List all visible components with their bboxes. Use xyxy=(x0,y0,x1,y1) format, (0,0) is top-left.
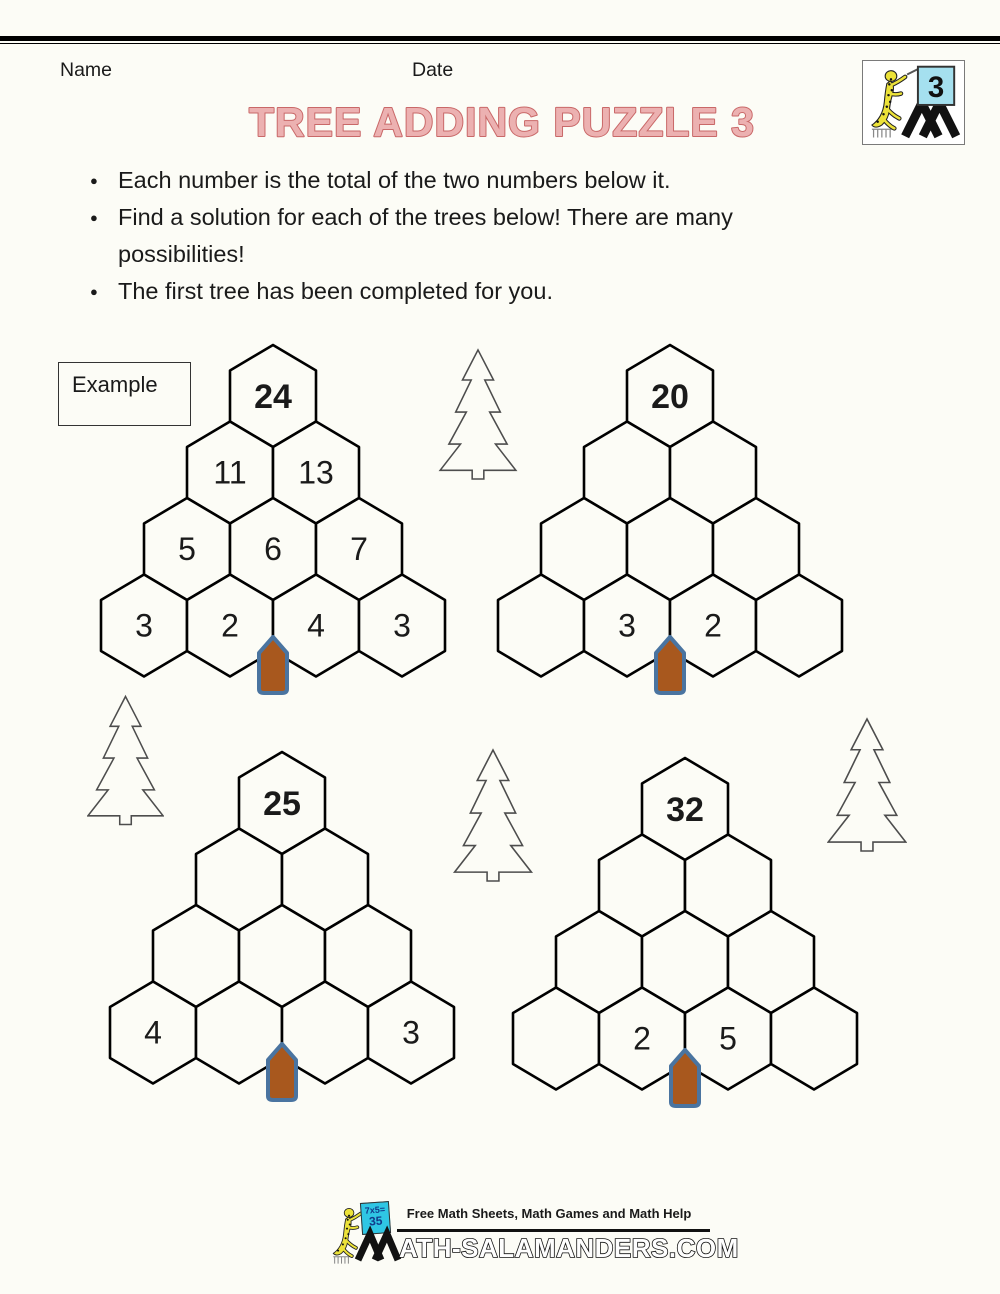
top-rule-thick xyxy=(0,36,1000,41)
name-label: Name xyxy=(60,59,113,81)
instruction-item: ● Each number is the total of the two numbers below it. xyxy=(88,162,830,199)
math-salamanders-logo xyxy=(862,60,965,145)
cell-value: 7 xyxy=(350,531,368,567)
adding-tree-2 xyxy=(493,339,847,695)
instruction-item: ● The first tree has been completed for you. xyxy=(88,273,830,310)
cell-value-total: 20 xyxy=(651,378,689,416)
example-label: Example xyxy=(72,372,158,397)
cell-value: 11 xyxy=(213,454,247,491)
instruction-item: ● Find a solution for each of the trees below! There are many possibilities! xyxy=(88,199,830,273)
tree-trunk xyxy=(656,637,684,693)
page-title xyxy=(0,93,1000,151)
tree-trunk xyxy=(671,1050,699,1106)
logo-number: 3 xyxy=(927,71,945,105)
board-answer: 35 xyxy=(368,1213,383,1229)
cell-value: 5 xyxy=(719,1020,737,1057)
cell-value-total: 32 xyxy=(666,791,704,829)
footer-rule xyxy=(397,1229,710,1232)
adding-tree-1 xyxy=(96,339,450,695)
cell-value: 13 xyxy=(298,454,334,491)
cell-value: 3 xyxy=(135,607,153,644)
date-label: Date xyxy=(412,59,454,81)
cell-value: 3 xyxy=(618,607,636,644)
cell-value: 3 xyxy=(402,1014,420,1051)
footer-site-text: ATH-SALAMANDERS.COM xyxy=(399,1233,739,1263)
footer-tagline: Free Math Sheets, Math Games and Math Help xyxy=(406,1206,692,1221)
cell-value: 3 xyxy=(393,607,411,644)
cell-value: 2 xyxy=(704,607,722,644)
top-rule-thin xyxy=(0,43,1000,44)
m-logo-icon xyxy=(905,103,956,136)
tree-trunk xyxy=(259,637,287,693)
cell-value-total: 24 xyxy=(254,378,292,416)
board-equation: 7x5= xyxy=(364,1204,386,1216)
adding-tree-3 xyxy=(105,746,459,1102)
footer-m-logo-icon xyxy=(355,1231,401,1262)
cell-value: 2 xyxy=(633,1020,651,1057)
adding-tree-4 xyxy=(508,752,862,1108)
footer-site-name xyxy=(399,1233,739,1266)
cell-value: 6 xyxy=(264,531,282,567)
cell-value-total: 25 xyxy=(263,785,301,823)
cell-value: 2 xyxy=(221,607,239,644)
cell-value: 4 xyxy=(307,607,325,644)
cell-value: 4 xyxy=(144,1014,162,1051)
page-title-text: TREE ADDING PUZZLE 3 xyxy=(249,99,755,145)
tree-trunk xyxy=(268,1044,296,1100)
instructions-list xyxy=(88,162,830,310)
cell-value: 5 xyxy=(178,531,196,567)
